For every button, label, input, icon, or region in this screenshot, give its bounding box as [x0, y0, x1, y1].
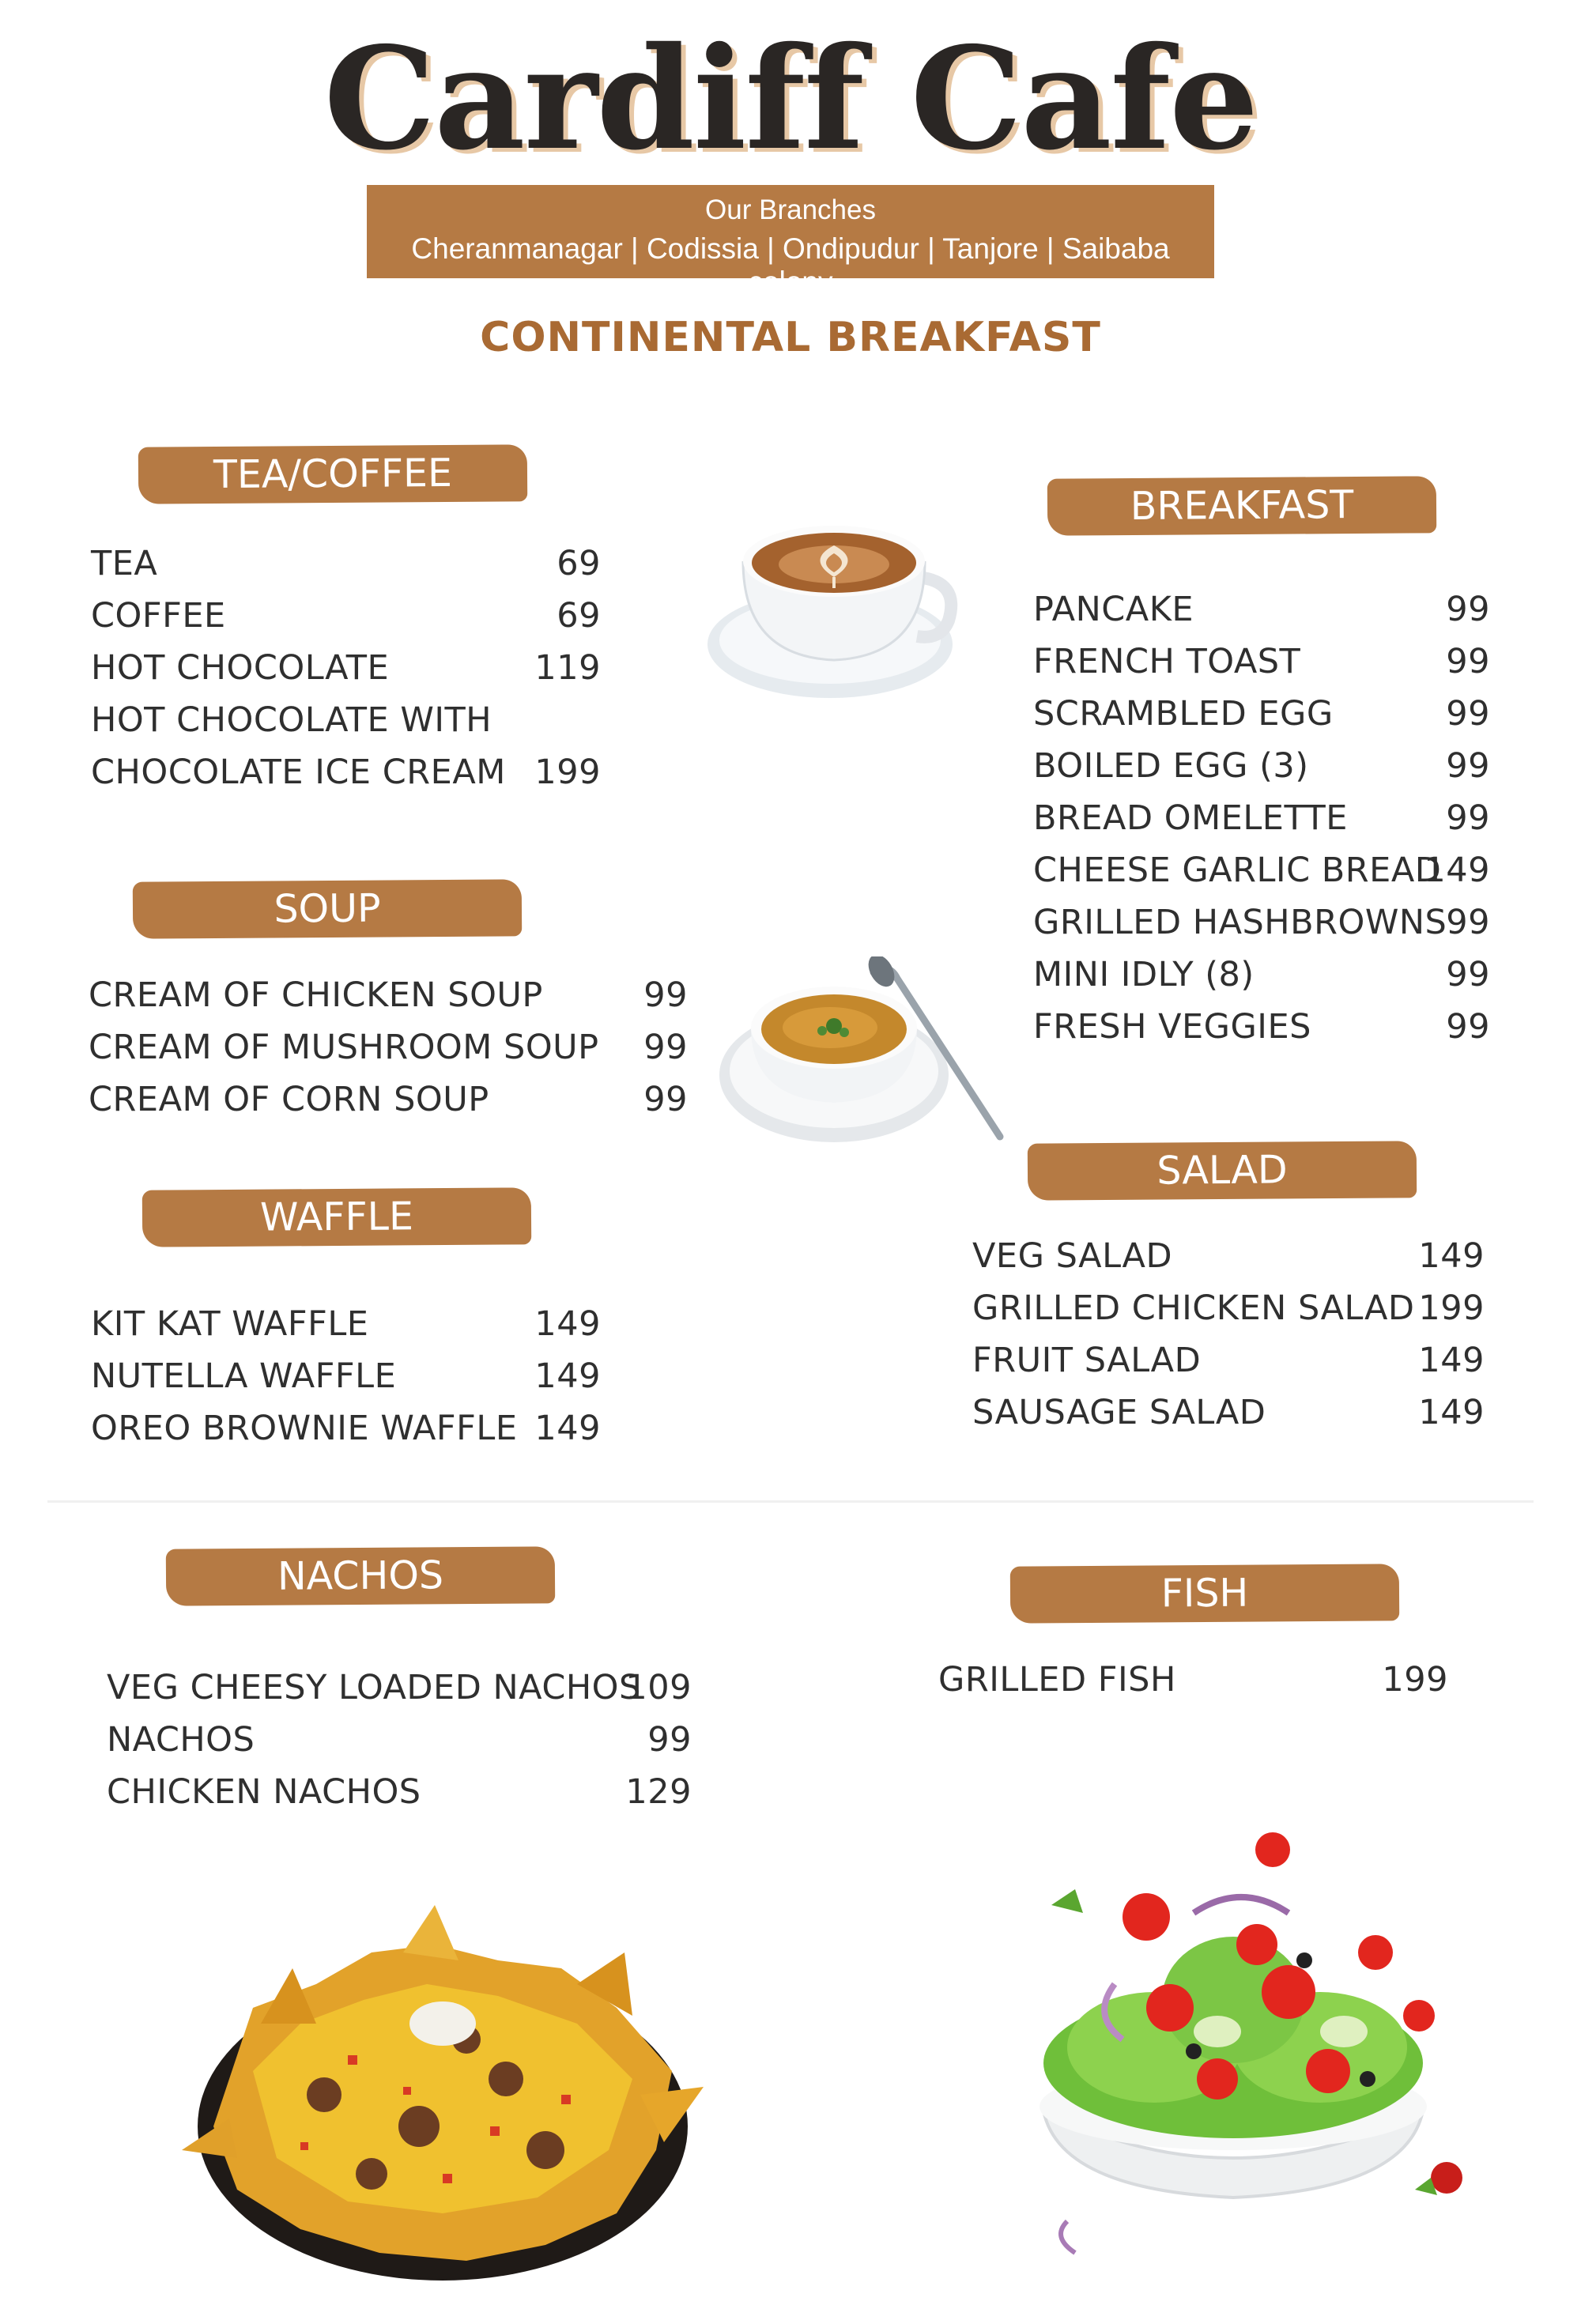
section-header-salad: SALAD: [1028, 1141, 1417, 1200]
menu-item: [1033, 688, 1490, 740]
menu-item: [1033, 949, 1490, 1001]
item-name: CHICKEN NACHOS: [107, 1772, 421, 1812]
coffee-cup-image: [704, 506, 972, 727]
menu-item: [972, 1282, 1485, 1334]
menu-item: [107, 1662, 692, 1714]
item-name: FRENCH TOAST: [1033, 642, 1301, 681]
menu-item: [972, 1386, 1485, 1439]
item-name: CREAM OF CORN SOUP: [89, 1080, 489, 1119]
item-price: 99: [1446, 955, 1490, 994]
section-header-waffle: WAFFLE: [142, 1187, 531, 1247]
section-header-soup: SOUP: [133, 879, 522, 938]
item-price: 99: [643, 1080, 688, 1119]
menu-item: [91, 694, 601, 746]
item-name: CREAM OF CHICKEN SOUP: [89, 975, 543, 1015]
menu-item: [1033, 792, 1490, 844]
item-price: 129: [625, 1772, 692, 1812]
menu-item: [91, 1350, 601, 1402]
menu-item: [1033, 740, 1490, 792]
item-name: NACHOS: [107, 1720, 255, 1760]
item-price: 99: [647, 1720, 692, 1760]
item-name: HOT CHOCOLATE WITH: [91, 700, 492, 740]
menu-item: [1033, 583, 1490, 636]
item-name: GRILLED HASHBROWNS: [1033, 903, 1447, 942]
menu-item: [107, 1766, 692, 1818]
menu-item: [89, 969, 688, 1021]
section-header-breakfast: BREAKFAST: [1047, 476, 1436, 535]
item-price: 199: [534, 753, 601, 792]
item-price: 149: [1424, 851, 1490, 890]
item-name: KIT KAT WAFFLE: [91, 1304, 369, 1344]
menu-item: [91, 642, 601, 694]
item-price: 149: [1418, 1341, 1485, 1380]
item-price: 99: [1446, 798, 1490, 838]
item-price: 69: [557, 596, 601, 636]
section-header-nachos: NACHOS: [166, 1546, 555, 1605]
salad-list: [972, 1230, 1485, 1439]
item-name: OREO BROWNIE WAFFLE: [91, 1409, 518, 1448]
item-name: COFFEE: [91, 596, 226, 636]
item-price: 69: [557, 544, 601, 583]
item-name: VEG CHEESY LOADED NACHOS: [107, 1668, 641, 1707]
item-price: 149: [534, 1304, 601, 1344]
menu-item: [91, 1298, 601, 1350]
section-header-tea-coffee: TEA/COFFEE: [138, 444, 527, 504]
item-name: SAUSAGE SALAD: [972, 1393, 1266, 1432]
item-price: 99: [643, 1028, 688, 1067]
item-price: 149: [1418, 1236, 1485, 1276]
item-name: HOT CHOCOLATE: [91, 648, 390, 688]
item-name: BOILED EGG (3): [1033, 746, 1309, 786]
item-price: 99: [1446, 903, 1490, 942]
item-price: 149: [534, 1409, 601, 1448]
item-price: 119: [534, 648, 601, 688]
item-price: 199: [1418, 1288, 1485, 1328]
item-name: NUTELLA WAFFLE: [91, 1356, 397, 1396]
menu-item: [1033, 844, 1490, 896]
item-price: 99: [1446, 642, 1490, 681]
item-price: 149: [534, 1356, 601, 1396]
item-price: 199: [1382, 1660, 1448, 1700]
item-price: 99: [1446, 746, 1490, 786]
menu-item: [972, 1334, 1485, 1386]
item-name: FRUIT SALAD: [972, 1341, 1202, 1380]
item-name: CREAM OF MUSHROOM SOUP: [89, 1028, 599, 1067]
item-name: TEA: [91, 544, 158, 583]
menu-subtitle: CONTINENTAL BREAKFAST: [480, 314, 1101, 361]
item-price: 99: [643, 975, 688, 1015]
item-name: BREAD OMELETTE: [1033, 798, 1348, 838]
cafe-title: Cardiff Cafe: [323, 16, 1258, 181]
item-name: GRILLED FISH: [938, 1660, 1176, 1700]
item-name: VEG SALAD: [972, 1236, 1173, 1276]
item-name: PANCAKE: [1033, 590, 1194, 629]
branches-banner: [367, 185, 1214, 298]
nachos-plate-image: [166, 1889, 719, 2300]
item-name: CHEESE GARLIC BREAD: [1033, 851, 1442, 890]
soup-list: [89, 969, 688, 1126]
item-price: 99: [1446, 1007, 1490, 1047]
menu-item: [1033, 1001, 1490, 1053]
menu-item: [1033, 896, 1490, 949]
tea-coffee-list: [91, 538, 601, 798]
item-name: FRESH VEGGIES: [1033, 1007, 1311, 1047]
item-price: 99: [1446, 590, 1490, 629]
menu-item: [91, 538, 601, 590]
menu-item: [91, 746, 601, 798]
menu-item: [89, 1073, 688, 1126]
salad-bowl-image: [957, 1747, 1510, 2300]
item-name: MINI IDLY (8): [1033, 955, 1255, 994]
menu-item: [107, 1714, 692, 1766]
item-name: CHOCOLATE ICE CREAM: [91, 753, 506, 792]
menu-item: [1033, 636, 1490, 688]
menu-item: [89, 1021, 688, 1073]
branches-label: Our Branches: [705, 194, 876, 225]
menu-item: [91, 1402, 601, 1454]
item-price: 99: [1446, 694, 1490, 734]
menu-item: [938, 1654, 1448, 1706]
section-header-fish: FISH: [1010, 1564, 1399, 1623]
section-divider: [47, 1500, 1534, 1503]
breakfast-list: [1033, 583, 1490, 1053]
item-price: 149: [1418, 1393, 1485, 1432]
menu-item: [972, 1230, 1485, 1282]
nachos-list: [107, 1662, 692, 1818]
item-name: GRILLED CHICKEN SALAD: [972, 1288, 1415, 1328]
item-price: 109: [625, 1668, 692, 1707]
fish-list: [938, 1654, 1448, 1706]
item-name: SCRAMBLED EGG: [1033, 694, 1334, 734]
waffle-list: [91, 1298, 601, 1454]
soup-bowl-image: [715, 956, 1016, 1158]
branches-list: Cheranmanagar | Codissia | Ondipudur | Tanjore | Saibaba colony: [411, 232, 1170, 298]
menu-item: [91, 590, 601, 642]
